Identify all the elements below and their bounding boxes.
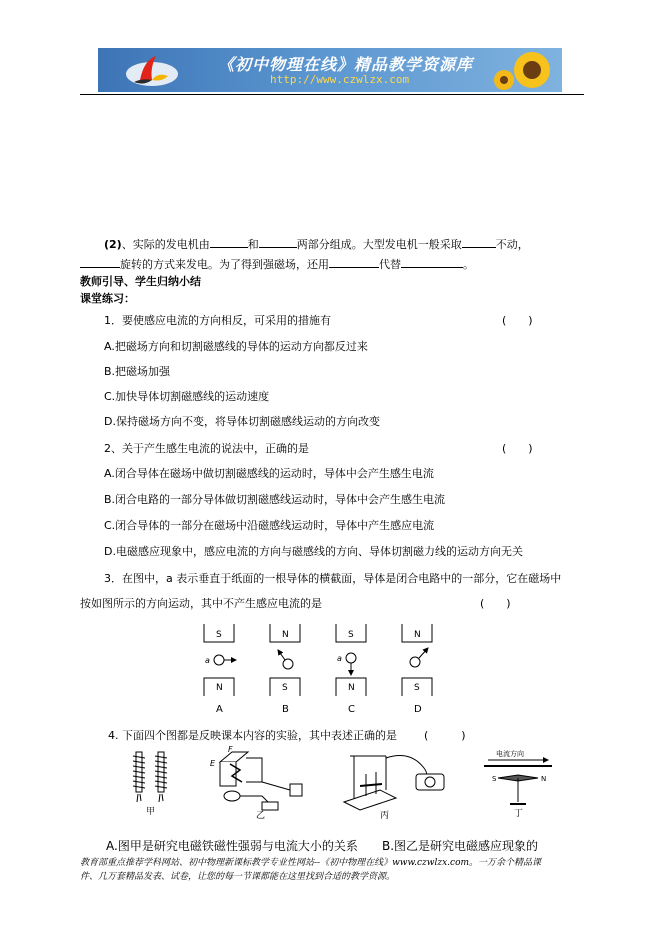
blank[interactable]: [401, 256, 463, 268]
svg-text:a: a: [337, 654, 342, 663]
ex3-stem-line2: 按如图所示的方向运动，其中不产生感应电流的是: [80, 597, 322, 610]
svg-text:N: N: [414, 630, 421, 640]
header-rule: [80, 94, 584, 95]
svg-text:C: C: [348, 704, 355, 715]
panel-b[interactable]: [270, 624, 300, 715]
site-banner: [98, 48, 562, 92]
ex2-option-a[interactable]: A.闭合导体在磁场中做切割磁感线的运动时，导体中会产生感生电流: [104, 467, 434, 480]
caption-bing: 丙: [380, 811, 390, 820]
banner-url[interactable]: http://www.czwlzx.com: [270, 73, 410, 86]
footer-line1: 教育部重点推荐学科网站、初中物理新课标教学专业性网站--《初中物理在线》www.czwlzx.com。一万余个精品课: [80, 858, 542, 868]
caption-yi: 乙: [256, 811, 266, 820]
blank[interactable]: [462, 236, 496, 248]
svg-text:E: E: [210, 759, 216, 768]
panel-label: A: [216, 704, 223, 715]
section-practice: 课堂练习：: [80, 292, 135, 305]
svg-text:N: N: [348, 683, 355, 693]
fig-jia: [128, 748, 180, 818]
ex1-option-b[interactable]: B.把磁场加强: [104, 365, 171, 378]
ex4-option-b[interactable]: B.图乙是研究电磁感应现象的: [382, 839, 539, 853]
ex4-answer-paren[interactable]: ( ): [424, 729, 466, 742]
q2-line1: (2)、实际的发电机由 和 两部分组成。大型发电机一般采取 不动，: [104, 238, 529, 251]
blank[interactable]: [210, 236, 248, 248]
magnet-panels: [190, 620, 450, 716]
magnet-top-label: S: [216, 630, 222, 640]
sunflower-icon: [492, 50, 556, 90]
caption-jia: 甲: [146, 807, 156, 817]
caption-ding: 丁: [514, 809, 524, 818]
ex4-option-a[interactable]: A.图甲是研究电磁铁磁性强弱与电流大小的关系: [106, 839, 358, 853]
ex2-option-c[interactable]: C.闭合导体的一部分在磁场中沿磁感线运动时，导体中产生感应电流: [104, 519, 435, 532]
blank[interactable]: [329, 256, 379, 268]
svg-text:S: S: [282, 683, 288, 693]
svg-text:S: S: [414, 683, 420, 693]
ex2-stem: 2、关于产生感生电流的说法中，正确的是: [104, 442, 309, 455]
magnet-bottom-label: N: [216, 683, 223, 693]
ex3-answer-paren[interactable]: ( ): [480, 597, 511, 610]
ex2-answer-paren[interactable]: ( ): [502, 442, 533, 455]
ex2-option-b[interactable]: B.闭合电路的一部分导体做切割磁感线运动时，导体中会产生感生电流: [104, 493, 446, 506]
q2-number: (2): [104, 238, 122, 251]
current-direction-label: 电流方向: [496, 750, 524, 758]
banner-title: 《初中物理在线》精品教学资源库: [218, 55, 474, 74]
ex3-stem-line1: 3．在图中，a 表示垂直于纸面的一根导体的横截面，导体是闭合电路中的一部分，它在磁场中: [104, 572, 562, 585]
site-logo-icon: [122, 50, 182, 90]
fig-bing: [340, 746, 452, 820]
ex1-stem: 1．要使感应电流的方向相反，可采用的措施有: [104, 314, 331, 327]
panel-d[interactable]: [402, 624, 432, 715]
svg-text:D: D: [414, 704, 422, 715]
svg-text:N: N: [282, 630, 289, 640]
ex1-option-a[interactable]: A.把磁场方向和切割磁感线的导体的运动方向都反过来: [104, 340, 368, 353]
panel-a[interactable]: [204, 624, 236, 715]
panel-c[interactable]: [336, 624, 366, 715]
svg-text:S: S: [348, 630, 354, 640]
ex4-stem: 4. 下面四个图都是反映课本内容的实验，其中表述正确的是: [108, 729, 397, 742]
ex1-answer-paren[interactable]: ( ): [502, 314, 533, 327]
footer-line2: 件、几万套精品发表、试卷，让您的每一节课都能在这里找到合适的教学资源。: [80, 872, 396, 882]
blank[interactable]: [80, 256, 120, 268]
svg-text:B: B: [282, 704, 289, 715]
ex1-option-c[interactable]: C.加快导体切割磁感线的运动速度: [104, 390, 270, 403]
svg-text:F: F: [228, 746, 233, 754]
svg-text:a: a: [205, 656, 210, 665]
ex2-option-d[interactable]: D.电磁感应现象中，感应电流的方向与磁感线的方向、导体切割磁力线的运动方向无关: [104, 545, 523, 558]
ex1-option-d[interactable]: D.保持磁场方向不变，将导体切割磁感线运动的方向改变: [104, 415, 380, 428]
blank[interactable]: [259, 236, 297, 248]
section-summary: 教师引导、学生归纳小结: [80, 275, 201, 288]
fig-ding: [482, 748, 556, 818]
fig-yi: [206, 746, 310, 820]
q2-line2: 旋转的方式来发电。为了得到强磁场，还用 代替 。: [80, 256, 474, 272]
svg-text:N: N: [541, 775, 547, 783]
svg-text:S: S: [492, 775, 497, 783]
